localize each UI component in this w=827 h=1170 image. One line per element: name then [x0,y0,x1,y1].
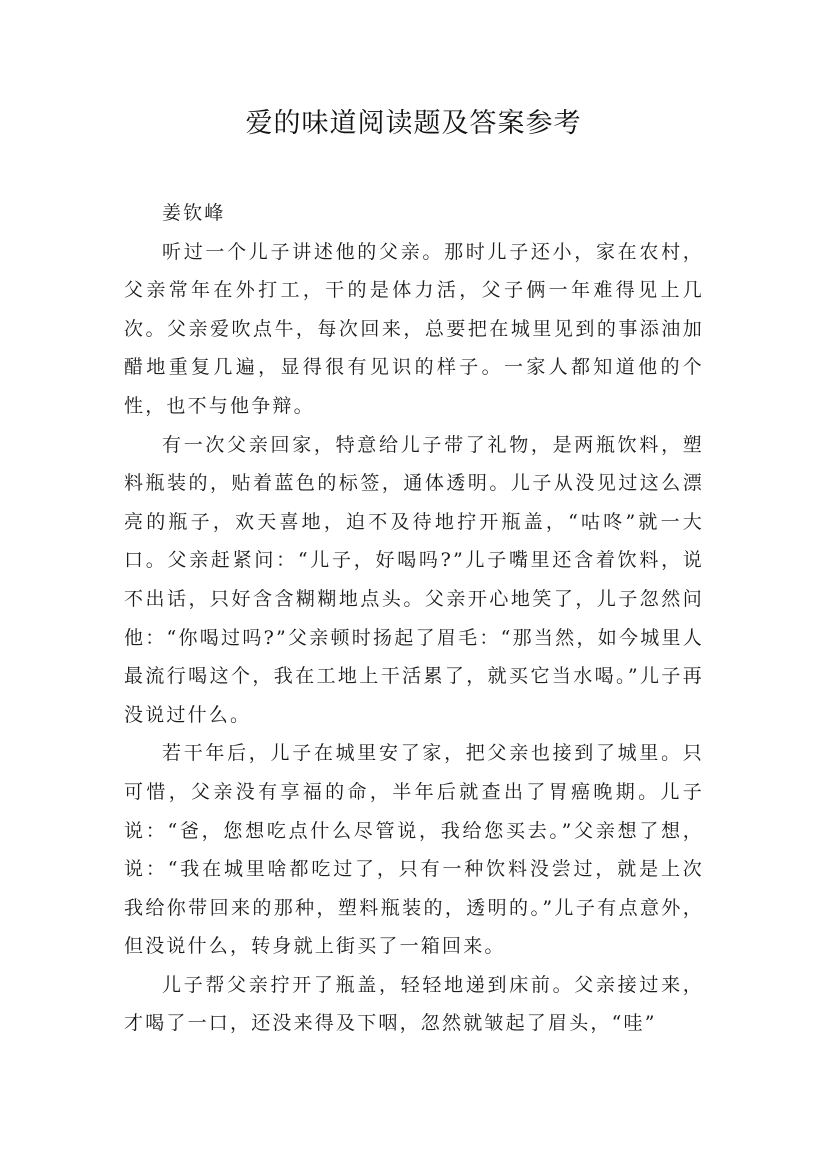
document-body [124,194,704,1043]
author-line: 姜钦峰 [162,202,226,224]
paragraph-4: 儿子帮父亲拧开了瓶盖，轻轻地递到床前。父亲接过来，才喝了一口，还没来得及下咽，忽然就皱起了眉头，“哇” [124,973,704,1035]
paragraph-1: 听过一个儿子讲述他的父亲。那时儿子还小，家在农村，父亲常年在外打工，干的是体力活，父子俩一年难得见上几次。父亲爱吹点牛，每次回来，总要把在城里见到的事添油加醋地重复几遍，显得很有见识的样子。一家人都知道他的个性，也不与他争辩。 [124,240,704,417]
document-title: 爱的味道阅读题及答案参考 [245,108,582,139]
paragraph-2: 有一次父亲回家，特意给儿子带了礼物，是两瓶饮料，塑料瓶装的，贴着蓝色的标签，通体透明。儿子从没见过这么漂亮的瓶子，欢天喜地，迫不及待地拧开瓶盖，“咕咚”就一大口。父亲赶紧问：“儿子，好喝吗?”儿子嘴里还含着饮料，说不出话，只好含含糊糊地点头。父亲开心地笑了，儿子忽然问他：“你喝过吗?”父亲顿时扬起了眉毛：“那当然，如今城里人最流行喝这个，我在工地上干活累了，就买它当水喝。”儿子再没说过什么。 [124,433,704,726]
paragraph-3: 若干年后，儿子在城里安了家，把父亲也接到了城里。只可惜，父亲没有享福的命，半年后就查出了胃癌晚期。儿子说：“爸，您想吃点什么尽管说，我给您买去。”父亲想了想，说：“我在城里啥都吃过了，只有一种饮料没尝过，就是上次我给你带回来的那种，塑料瓶装的，透明的。”儿子有点意外，但没说什么，转身就上街买了一箱回来。 [124,742,704,958]
